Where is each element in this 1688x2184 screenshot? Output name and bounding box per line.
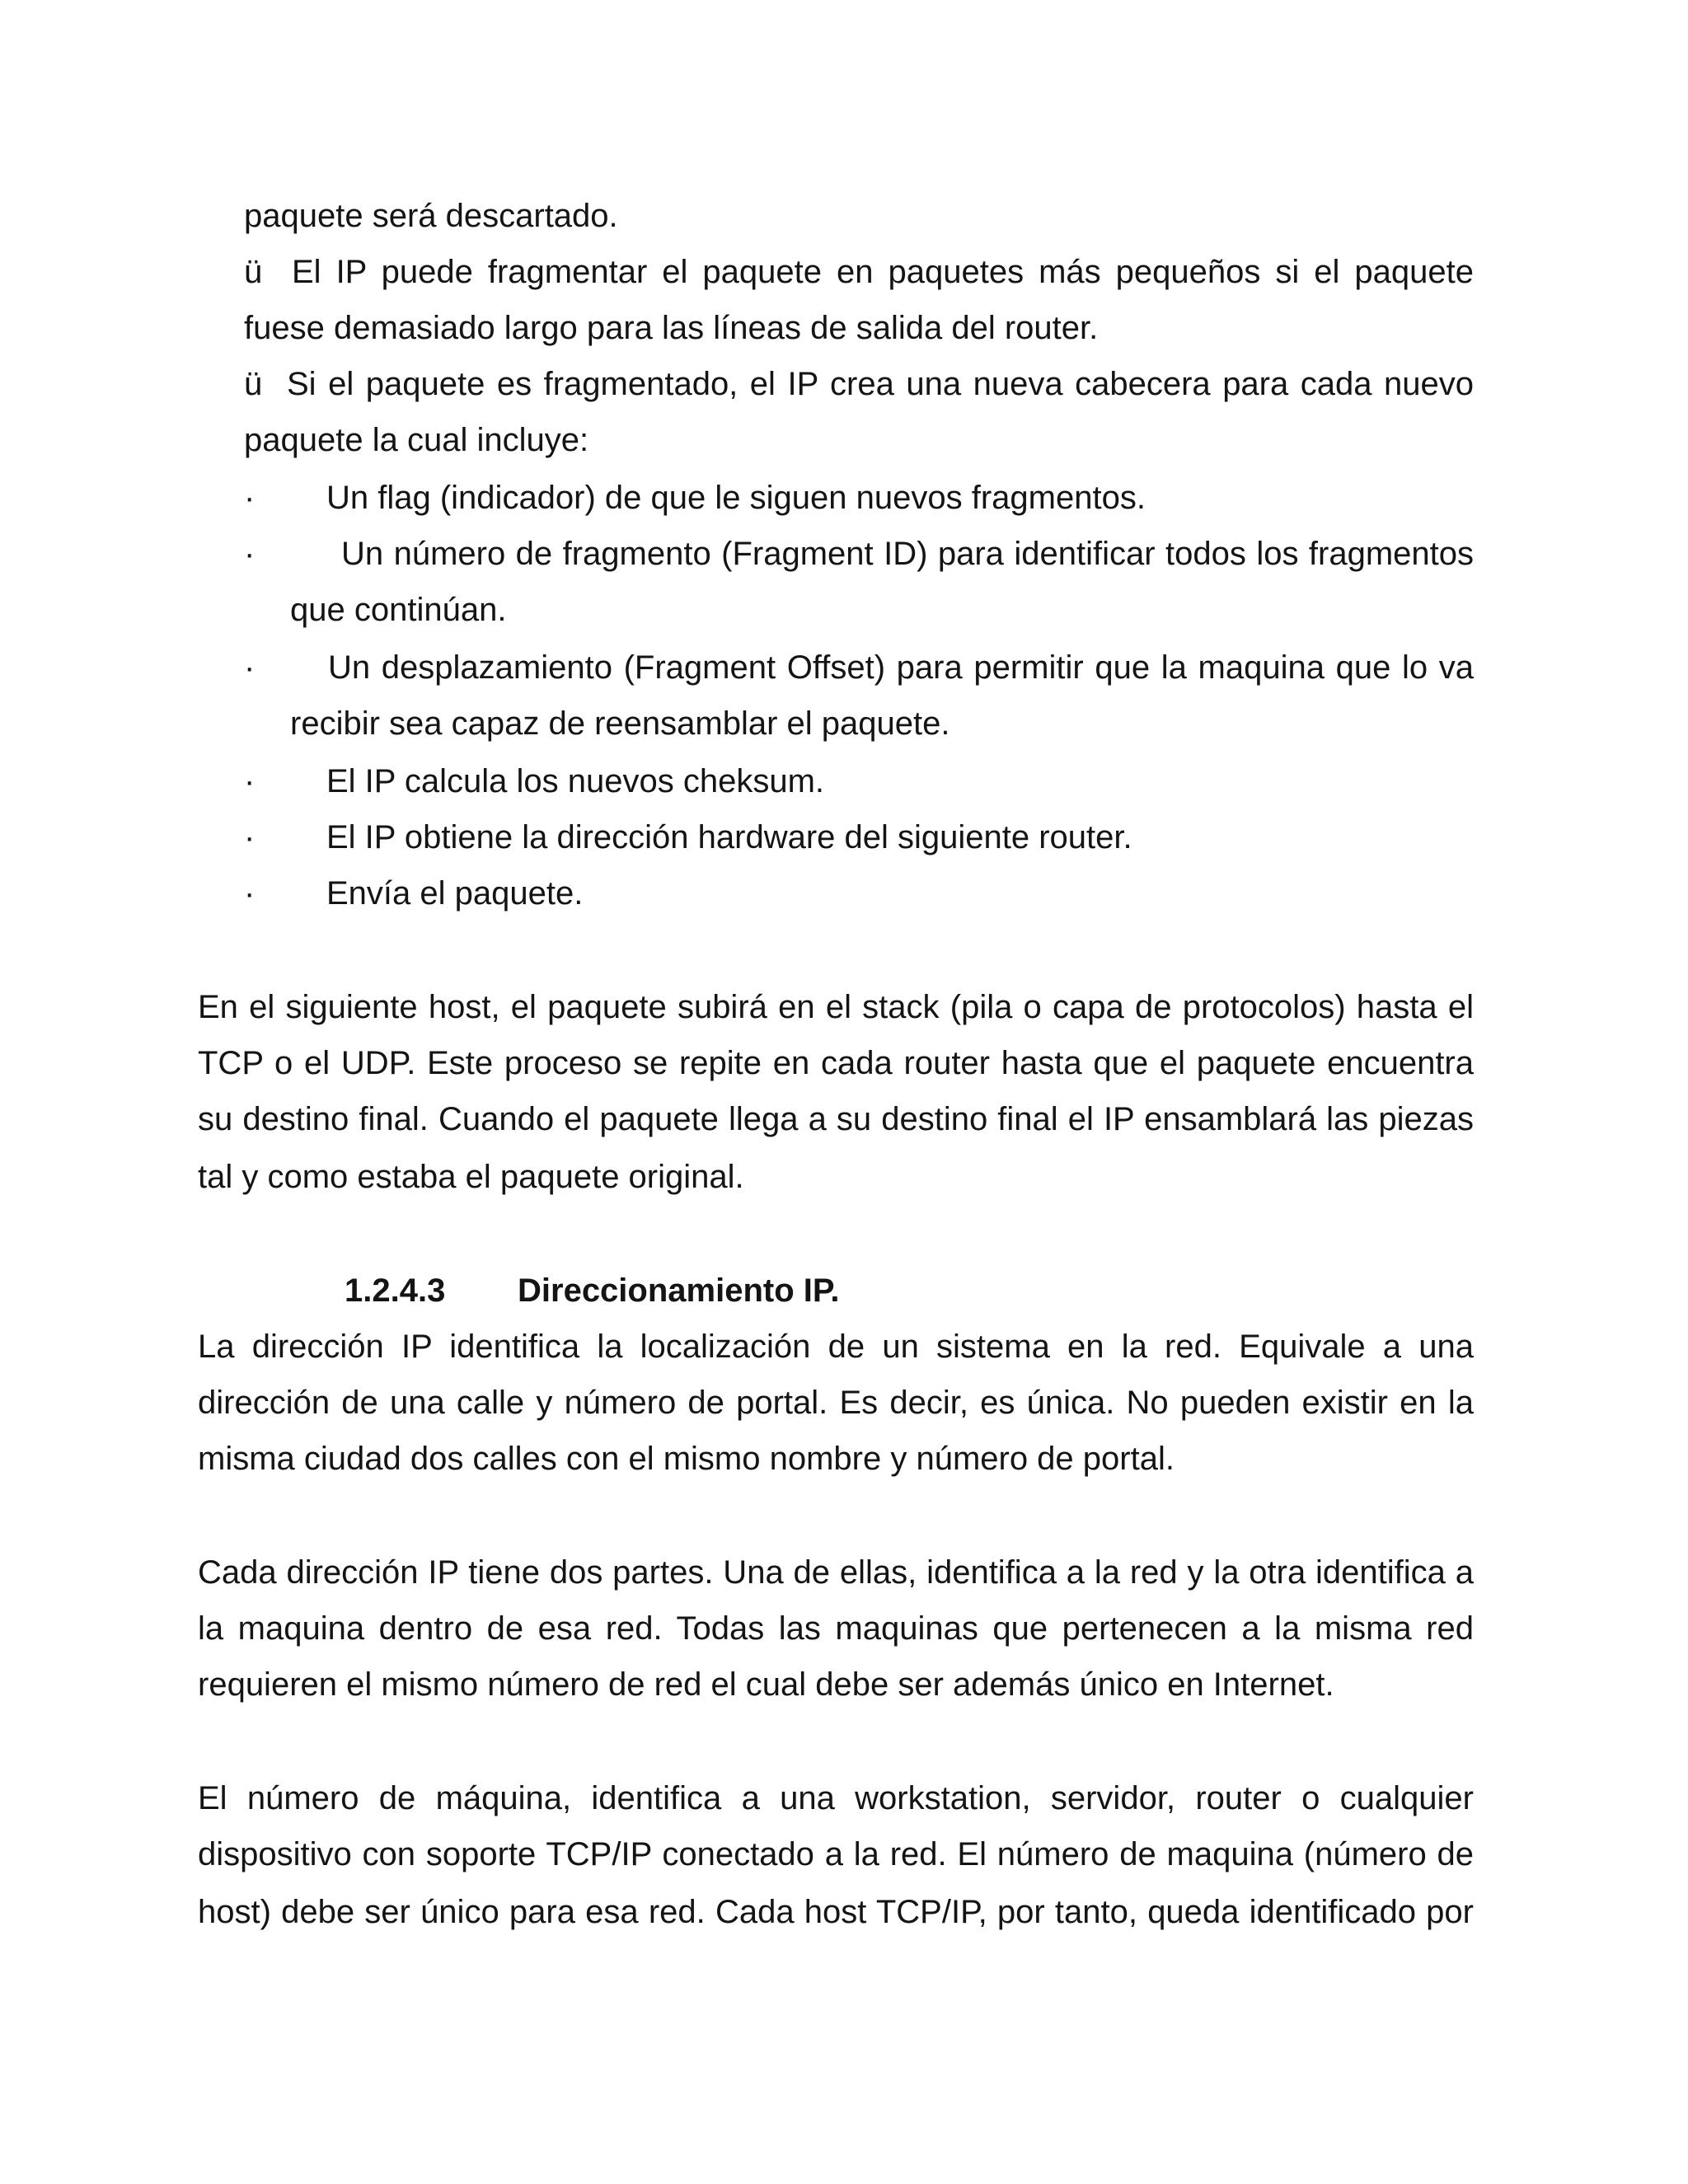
list-item-text: El IP obtiene la dirección hardware del siguiente router. bbox=[326, 819, 1132, 855]
dot-bullet-icon: · bbox=[244, 819, 256, 855]
paragraph-line: dirección de una calle y número de portal. Es decir, es única. No pueden existir en la bbox=[198, 1385, 1474, 1421]
paragraph-line: requieren el mismo número de red el cual debe ser además único en Internet. bbox=[198, 1666, 1334, 1703]
paragraph-line: tal y como estaba el paquete original. bbox=[198, 1159, 744, 1195]
text-line: paquete será descartado. bbox=[244, 198, 618, 234]
paragraph-line: TCP o el UDP. Este proceso se repite en cada router hasta que el paquete encuentra bbox=[198, 1045, 1474, 1081]
list-item-text: El IP calcula los nuevos cheksum. bbox=[326, 763, 825, 799]
section-number: 1.2.4.3 bbox=[345, 1272, 446, 1309]
list-item-text: Si el paquete es fragmentado, el IP crea una nueva cabecera para cada nuevo bbox=[287, 366, 1474, 402]
section-title: Direccionamiento IP. bbox=[518, 1272, 840, 1309]
dot-bullet-icon: · bbox=[244, 480, 256, 516]
paragraph-line: En el siguiente host, el paquete subirá en el stack (pila o capa de protocolos) hasta el bbox=[198, 989, 1474, 1025]
dot-bullet-icon: · bbox=[244, 536, 256, 572]
list-item-text: Envía el paquete. bbox=[326, 875, 584, 912]
paragraph-line: dispositivo con soporte TCP/IP conectado a la red. El número de maquina (número de bbox=[198, 1836, 1474, 1872]
paragraph-line: la maquina dentro de esa red. Todas las maquinas que pertenecen a la misma red bbox=[198, 1610, 1474, 1647]
dot-bullet-icon: · bbox=[244, 763, 256, 799]
dot-bullet-icon: · bbox=[244, 875, 256, 912]
paragraph-line: host) debe ser único para esa red. Cada host TCP/IP, por tanto, queda identificado por bbox=[198, 1894, 1474, 1930]
check-bullet-icon: ü bbox=[244, 254, 263, 290]
list-item-text: recibir sea capaz de reensamblar el paquete. bbox=[290, 705, 950, 742]
list-item-text: que continúan. bbox=[290, 592, 507, 628]
list-item-text: paquete la cual incluye: bbox=[244, 422, 589, 458]
dot-bullet-icon: · bbox=[244, 649, 256, 686]
check-bullet-icon: ü bbox=[244, 366, 263, 402]
list-item-text: Un flag (indicador) de que le siguen nuevos fragmentos. bbox=[326, 480, 1146, 516]
list-item-text: Un número de fragmento (Fragment ID) para identificar todos los fragmentos bbox=[341, 536, 1474, 572]
paragraph-line: Cada dirección IP tiene dos partes. Una de ellas, identifica a la red y la otra identifica a bbox=[198, 1554, 1474, 1591]
paragraph-line: misma ciudad dos calles con el mismo nombre y número de portal. bbox=[198, 1441, 1175, 1477]
paragraph-line: El número de máquina, identifica a una workstation, servidor, router o cualquier bbox=[198, 1780, 1474, 1816]
list-item-text: fuese demasiado largo para las líneas de salida del router. bbox=[244, 310, 1099, 346]
paragraph-line: su destino final. Cuando el paquete llega a su destino final el IP ensamblará las piezas bbox=[198, 1101, 1474, 1137]
list-item-text: Un desplazamiento (Fragment Offset) para permitir que la maquina que lo va bbox=[328, 649, 1474, 686]
paragraph-line: La dirección IP identifica la localización de un sistema en la red. Equivale a una bbox=[198, 1329, 1474, 1365]
list-item-text: El IP puede fragmentar el paquete en paquetes más pequeños si el paquete bbox=[292, 254, 1474, 290]
